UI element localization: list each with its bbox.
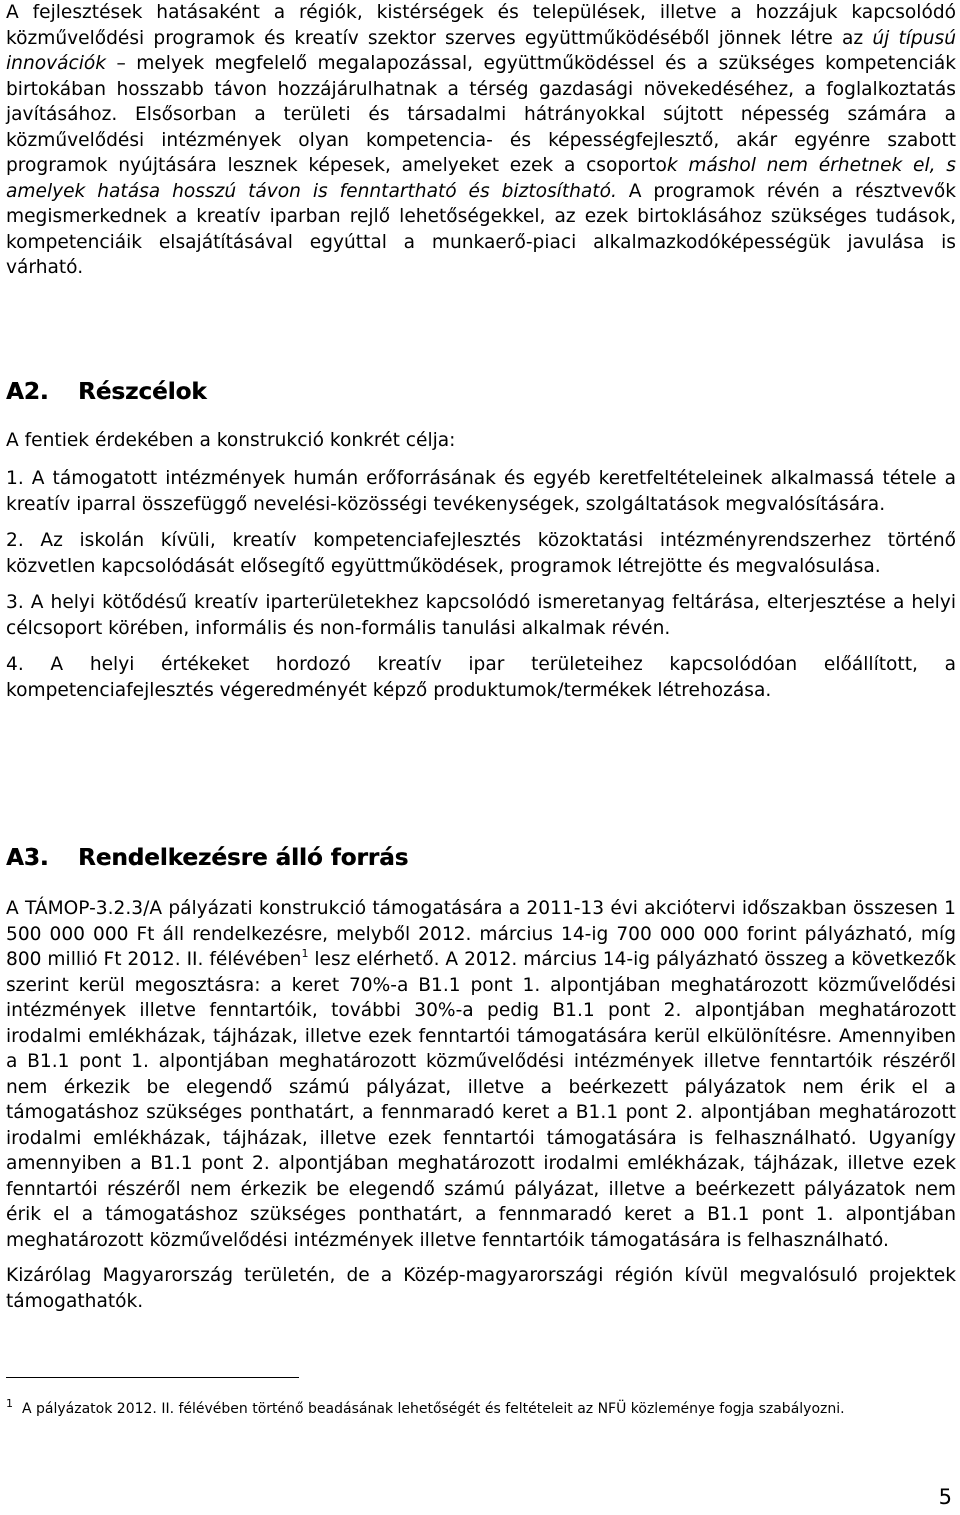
a3-text-1: A TÁMOP-3.2.3/A pályázati konstrukció támogatására a 2011-13 évi akciótervi időszakban összesen 1 500 000 000 Ft áll rendelkezésre, melyből 2012. március 14-ig 700 000 000 forint pályázható, míg 800 millió Ft 2012. II. félévében xyxy=(6,898,956,970)
list-item: 4. A helyi értékeket hordozó kreatív ipar területeihez kapcsolódóan előállított, a kompetenciafejlesztés végeredményét képző produktumok/termékek létrehozása. xyxy=(6,654,956,701)
list-item: 3. A helyi kötődésű kreatív iparterületekhez kapcsolódó ismeretanyag feltárása, elterjesztése a helyi célcsoport körében, informális és non-formális tanulási alkalmak révén. xyxy=(6,592,956,639)
section-number: A3. xyxy=(6,845,49,871)
list-item: 2. Az iskolán kívüli, kreatív kompetenciafejlesztés közoktatási intézményrendszerhez történő közvetlen kapcsolódását elősegítő együttműködések, programok létrejötte és megvalósulása. xyxy=(6,530,956,577)
a3-body xyxy=(6,896,956,1314)
intro-text-2: – melyek megfelelő megalapozással, együttműködéssel és a szükséges kompetenciák birtokában hosszabb távon hozzájárulhatnak a térség gazdasági növekedéséhez, a foglalkoztatás javításához. Elsősorban a területi és társadalmi hátrányokkal sújtott népesség számára a közművelődési intézmények olyan kompetencia- és képességfejlesztő, akár egyénre szabott programok nyújtására lesznek képesek, amelyeket ezek a csoporto xyxy=(6,53,956,176)
intro-paragraph xyxy=(6,0,956,281)
a3-paragraph-2: Kizárólag Magyarország területén, de a Közép-magyarországi régión kívül megvalósuló projektek támogathatók. xyxy=(6,1265,956,1312)
intro-text-1: A fejlesztések hatásaként a régiók, kistérségek és települések, illetve a hozzájuk kapcsolódó közművelődési programok és kreatív szektor szerves együttműködéséből jönnek létre az xyxy=(6,2,956,49)
section-heading-a2 xyxy=(6,377,207,407)
section-number: A2. xyxy=(6,379,49,405)
section-title: Részcélok xyxy=(78,379,207,405)
a3-paragraph-1 xyxy=(6,896,956,1253)
list-item: 1. A támogatott intézmények humán erőforrásának és egyéb keretfeltételeinek alkalmassá tétele a kreatív iparral összefüggő nevelési-közösségi tevékenységek, szolgáltatások megvalósítására. xyxy=(6,468,956,515)
intro-italic-1: új típusú innovációk xyxy=(6,27,956,74)
footnote-text: A pályázatok 2012. II. félévében történő beadásának lehetőségét és feltételeit az NFÜ közleménye fogja szabályozni. xyxy=(22,1401,845,1417)
intro-italic-2: k máshol nem érhetnek el, s amelyek hatása hosszú távon is fenntartható és biztosítható. xyxy=(6,155,956,202)
a2-goal-list xyxy=(6,466,956,714)
a2-lead-text: A fentiek érdekében a konstrukció konkrét célja: xyxy=(6,430,456,451)
page-number: 5 xyxy=(938,1485,952,1509)
section-title: Rendelkezésre álló forrás xyxy=(78,845,409,871)
intro-text-3: A programok révén a résztvevők megismerkednek a kreatív iparban rejlő lehetőségekkel, az ezek birtoklásához szükséges tudások, kompetenciáik elsajátításával egyúttal a munkaerő-piaci alkalmazkodóképességük javulása is várható. xyxy=(6,180,956,278)
a3-text-2: lesz elérhető. A 2012. március 14-ig pályázható összeg a következők szerint kerül megosztásra: a keret 70%-a B1.1 pont 1. alpontjában meghatározott közművelődési intézmények illetve fenntartóik, további 30%-a pedig B1.1 pont 2. alpontjában meghatározott irodalmi emlékházak, tájházak, illetve ezek fenntartói támogatására kerül elkülönítésre. Amennyiben a B1.1 pont 1. alpontjában meghatározott közművelődési intézmények illetve fenntartóik részéről nem érkezik be elegendő számú pályázat, illetve a beérkezett pályázatok nem érik el a támogatáshoz szükséges ponthatárt, a fennmaradó keret a B1.1 pont 2. alpontjában meghatározott irodalmi emlékházak, tájházak, illetve ezek fenntartói támogatására is felhasználható. Ugyanígy amennyiben a B1.1 pont 2. alpontjában meghatározott irodalmi emlékházak, tájházak, illetve ezek fenntartói részéről nem érkezik be elegendő számú pályázat, illetve a beérkezett pályázatok nem érik el a támogatáshoz szükséges ponthatárt, a fennmaradó keret a B1.1 pont 1. alpontjában meghatározott közművelődési intézmények illetve fenntartóik támogatására is felhasználható. xyxy=(6,949,956,1251)
footnote-separator xyxy=(6,1377,299,1378)
section-heading-a3 xyxy=(6,843,408,873)
footnote-reference[interactable]: 1 xyxy=(301,947,309,960)
footnote: 1 A pályázatok 2012. II. félévében történő beadásának lehetőségét és feltételeit az NFÜ közleménye fogja szabályozni. xyxy=(6,1397,845,1417)
